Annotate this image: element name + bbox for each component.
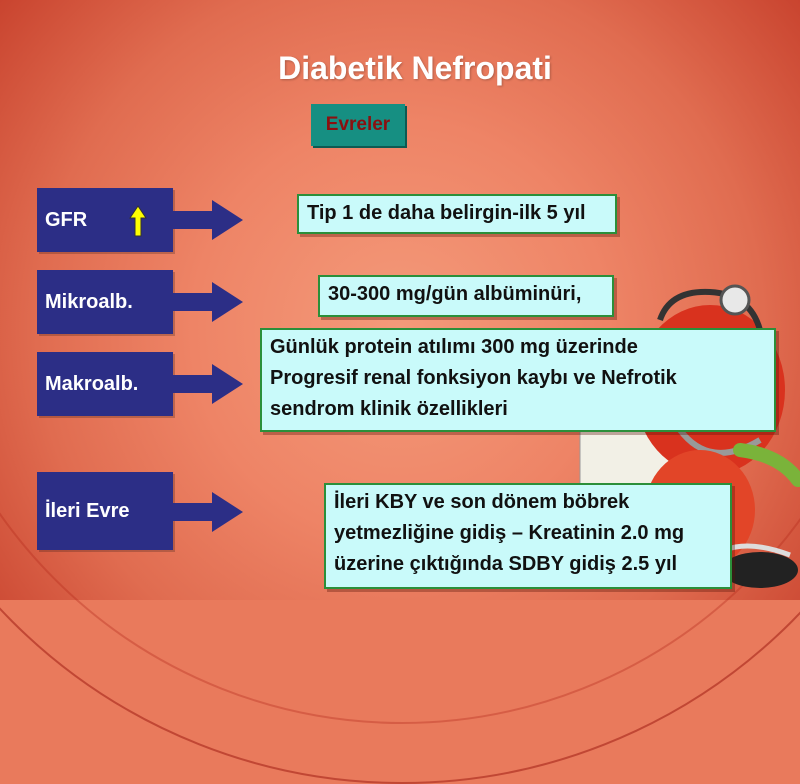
stage-description: Tip 1 de daha belirgin-ilk 5 yıl <box>307 202 586 224</box>
stage-description: 30-300 mg/gün albüminüri, <box>328 283 582 305</box>
stage-box-makroalb <box>37 352 173 416</box>
description-line: üzerine çıktığında SDBY gidiş 2.5 yıl <box>334 553 678 575</box>
increase-arrow-icon <box>129 205 147 237</box>
description-line: yetmezliğine gidiş – Kreatinin 2.0 mg <box>334 522 685 544</box>
stage-description-box <box>318 275 614 317</box>
description-line: Günlük protein atılımı 300 mg üzerinde <box>270 336 638 358</box>
stage-box-mikroalb <box>37 270 173 334</box>
stage-label: Makroalb. <box>45 372 139 395</box>
stage-box-ileri-evre <box>37 472 173 550</box>
right-arrow-icon <box>172 280 244 324</box>
stage-label: İleri Evre <box>45 499 130 522</box>
description-line: Progresif renal fonksiyon kaybı ve Nefrotik <box>270 367 677 389</box>
stage-box-gfr <box>37 188 173 252</box>
stage-label: Mikroalb. <box>45 290 133 313</box>
stage-description-box <box>260 328 776 432</box>
stage-description-box <box>297 194 617 234</box>
stage-description-box <box>324 483 732 589</box>
right-arrow-icon <box>172 362 244 406</box>
right-arrow-icon <box>172 490 244 534</box>
subtitle-badge: Evreler <box>311 104 405 146</box>
description-line: sendrom klinik özellikleri <box>270 398 508 420</box>
slide-title: Diabetik Nefropati <box>278 50 552 86</box>
stage-label: GFR <box>45 208 88 231</box>
right-arrow-icon <box>172 198 244 242</box>
description-line: İleri KBY ve son dönem böbrek <box>334 491 630 513</box>
